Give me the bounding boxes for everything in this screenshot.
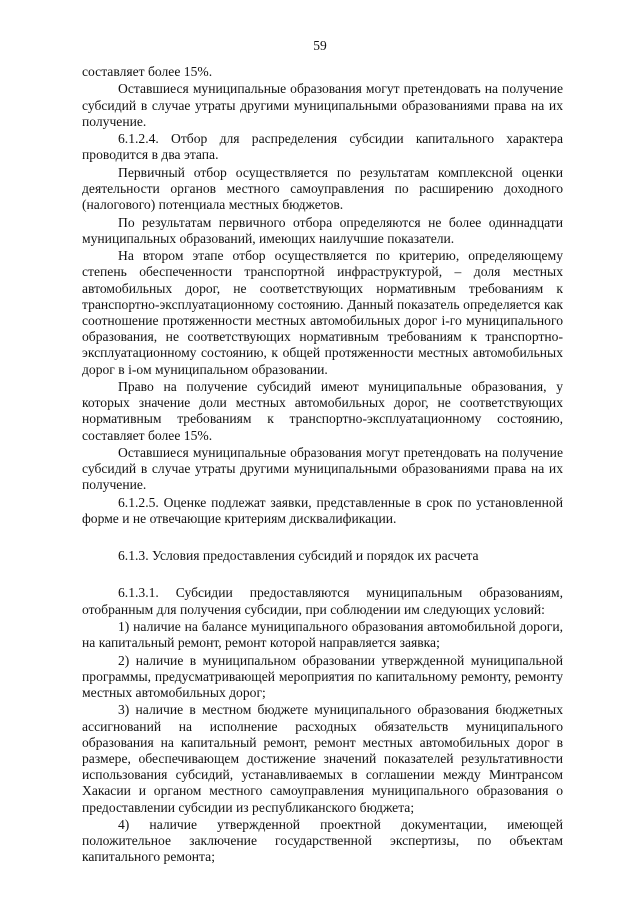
page-number: 59	[313, 38, 327, 53]
body-paragraph: 3) наличие в местном бюджете муниципального образования бюджетных ассигнований на исполнение расходных обязательств муниципального образования на капитальный ремонт, ремонт местных автомобильных дорог в размере, обеспечивающем достижение значений показателей результативности использования субсидий, устанавливаемых в соглашении между Минтрансом Хакасии и органом местного самоуправления муниципального образования о предоставлении субсидии из республиканского бюджета;	[82, 702, 563, 815]
document-body	[82, 64, 563, 867]
body-paragraph: Первичный отбор осуществляется по результатам комплексной оценки деятельности органов местного самоуправления по расширению доходного (налогового) потенциала местных бюджетов.	[82, 164, 563, 213]
body-paragraph: Право на получение субсидий имеют муниципальные образования, у которых значение доли местных автомобильных дорог, не соответствующих нормативным требованиям к транспортно-эксплуатационному состоянию, составляет более 15%.	[82, 378, 563, 443]
paragraphs-after-heading	[82, 585, 563, 865]
body-paragraph: На втором этапе отбор осуществляется по критерию, определяющему степень обеспеченности транспортной инфраструктурой, – доля местных автомобильных дорог, не соответствующих нормативным требованиям к транспортно-эксплуатационному состоянию. Данный показатель определяется как соотношение протяженности местных автомобильных дорог i-го муниципального образования, не соответствующих нормативным требованиям к транспортно-эксплуатационному состоянию, к общей протяженности местных автомобильных дорог в i-ом муниципальном образовании.	[82, 248, 563, 377]
section-heading: 6.1.3. Условия предоставления субсидий и порядок их расчета	[118, 548, 479, 564]
body-paragraph: 6.1.2.5. Оценке подлежат заявки, представленные в срок по установленной форме и не отвечающие критериям дисквалификации.	[82, 494, 563, 526]
body-paragraph: По результатам первичного отбора определяются не более одиннадцати муниципальных образований, имеющих наилучшие показатели.	[82, 214, 563, 246]
body-paragraph: Оставшиеся муниципальные образования могут претендовать на получение субсидий в случае утраты другими муниципальными образованиями права на их получение.	[82, 81, 563, 129]
body-paragraph: 6.1.3.1. Субсидии предоставляются муниципальным образованиям, отобранным для получения субсидии, при соблюдении им следующих условий:	[82, 585, 563, 617]
body-paragraph: 1) наличие на балансе муниципального образования автомобильной дороги, на капитальный ремонт, ремонт которой направляется заявка;	[82, 618, 563, 651]
body-paragraph: 4) наличие утвержденной проектной документации, имеющей положительное заключение государственной экспертизы, по объектам капитального ремонта;	[82, 816, 563, 865]
paragraphs-before-heading	[82, 64, 563, 527]
body-paragraph: 6.1.2.4. Отбор для распределения субсидии капитального характера проводится в два этапа.	[82, 131, 563, 163]
body-paragraph: 2) наличие в муниципальном образовании утвержденной муниципальной программы, предусматривающей мероприятия по капитальному ремонту, ремонту местных автомобильных дорог;	[82, 652, 563, 700]
body-paragraph: составляет более 15%.	[82, 64, 213, 79]
body-paragraph: Оставшиеся муниципальные образования могут претендовать на получение субсидий в случае утраты другими муниципальными образованиями права на их получение.	[82, 444, 563, 493]
